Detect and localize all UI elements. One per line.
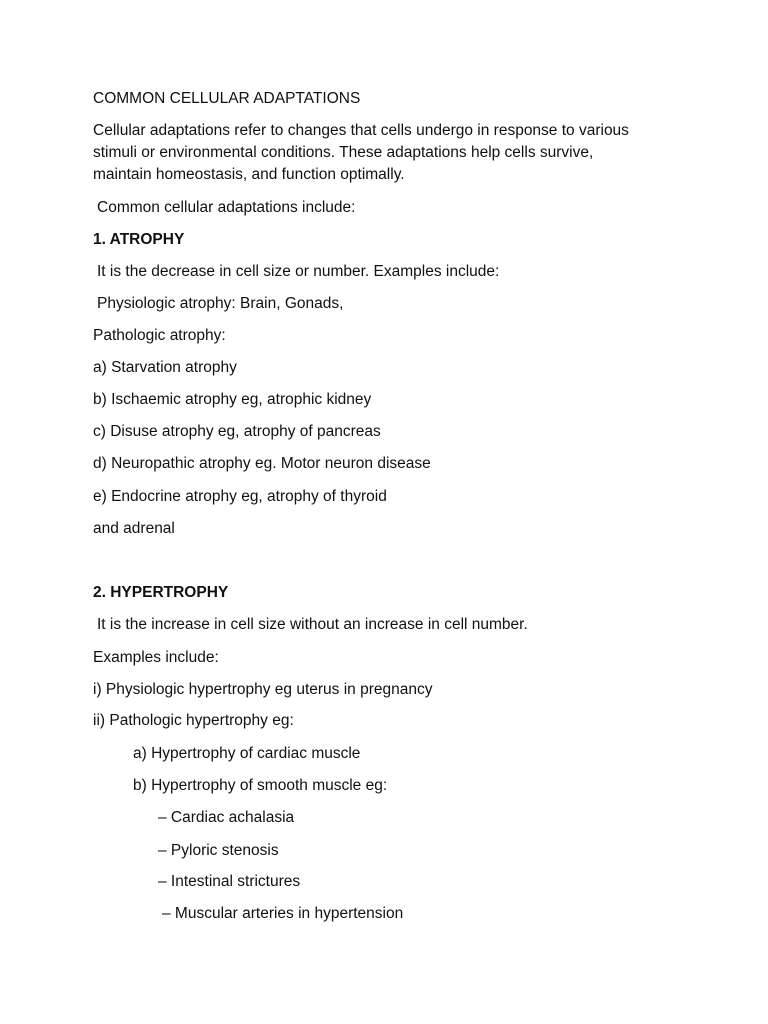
atrophy-item-c: c) Disuse atrophy eg, atrophy of pancreas bbox=[93, 423, 381, 440]
page-title: COMMON CELLULAR ADAPTATIONS bbox=[93, 90, 361, 107]
atrophy-item-a: a) Starvation atrophy bbox=[93, 359, 237, 376]
smooth-muscle-example-4: – Muscular arteries in hypertension bbox=[162, 905, 404, 922]
hypertrophy-definition: It is the increase in cell size without an increase in cell number. bbox=[97, 616, 528, 633]
atrophy-item-e: e) Endocrine atrophy eg, atrophy of thyroid bbox=[93, 488, 387, 505]
atrophy-physiologic: Physiologic atrophy: Brain, Gonads, bbox=[97, 295, 344, 312]
intro-line-1: Cellular adaptations refer to changes that cells undergo in response to various bbox=[93, 122, 629, 139]
smooth-muscle-example-2: – Pyloric stenosis bbox=[158, 842, 279, 859]
atrophy-item-b: b) Ischaemic atrophy eg, atrophic kidney bbox=[93, 391, 372, 408]
hypertrophy-subitem-b: b) Hypertrophy of smooth muscle eg: bbox=[133, 777, 388, 794]
smooth-muscle-example-1: – Cardiac achalasia bbox=[158, 809, 295, 826]
section-heading-atrophy: 1. ATROPHY bbox=[93, 231, 185, 248]
hypertrophy-examples-label: Examples include: bbox=[93, 649, 219, 666]
atrophy-definition: It is the decrease in cell size or number. Examples include: bbox=[97, 263, 500, 280]
hypertrophy-item-i: i) Physiologic hypertrophy eg uterus in pregnancy bbox=[93, 681, 433, 698]
smooth-muscle-example-3: – Intestinal strictures bbox=[158, 873, 301, 890]
lead-in-text: Common cellular adaptations include: bbox=[97, 199, 356, 216]
atrophy-pathologic: Pathologic atrophy: bbox=[93, 327, 226, 344]
atrophy-item-d: d) Neuropathic atrophy eg. Motor neuron disease bbox=[93, 455, 431, 472]
atrophy-item-e-continued: and adrenal bbox=[93, 520, 175, 537]
section-heading-hypertrophy: 2. HYPERTROPHY bbox=[93, 584, 229, 601]
intro-line-3: maintain homeostasis, and function optimally. bbox=[93, 166, 405, 183]
hypertrophy-item-ii: ii) Pathologic hypertrophy eg: bbox=[93, 712, 294, 729]
hypertrophy-subitem-a: a) Hypertrophy of cardiac muscle bbox=[133, 745, 361, 762]
intro-line-2: stimuli or environmental conditions. These adaptations help cells survive, bbox=[93, 144, 594, 161]
